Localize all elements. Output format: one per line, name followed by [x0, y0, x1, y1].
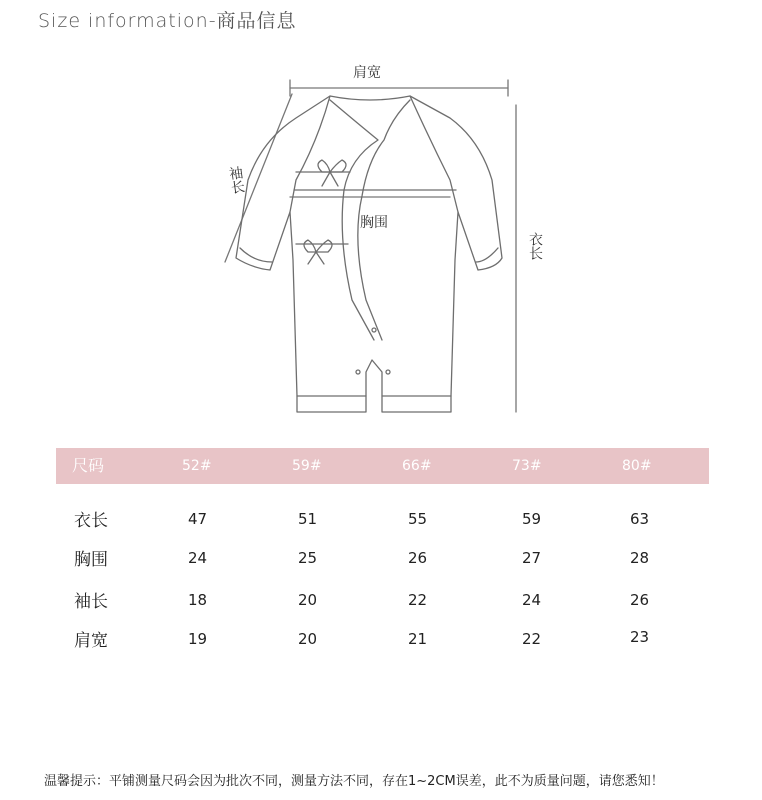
table-row [56, 626, 709, 656]
size-column-header: 66# [402, 458, 432, 474]
table-cell: 24 [522, 591, 542, 609]
table-row [56, 545, 709, 575]
table-cell: 20 [298, 630, 318, 648]
table-cell: 47 [188, 510, 208, 528]
table-cell: 28 [630, 549, 650, 567]
table-cell: 55 [408, 510, 428, 528]
table-cell: 19 [188, 630, 208, 648]
table-cell: 26 [408, 549, 428, 567]
table-cell: 27 [522, 549, 542, 567]
shoulder-width-label: 肩宽 [353, 65, 381, 81]
table-cell: 21 [408, 630, 428, 648]
measurement-note: 温馨提示：平铺测量尺码会因为批次不同，测量方法不同，存在1~2CM误差，此不为质量问题，请您悉知！ [44, 774, 664, 789]
chest-label: 胸围 [360, 215, 388, 231]
table-row [56, 506, 709, 536]
row-label: 肩宽 [74, 631, 108, 651]
table-cell: 22 [408, 591, 428, 609]
size-header-label: 尺码 [72, 456, 105, 475]
row-label: 衣长 [74, 511, 108, 531]
size-column-header: 59# [292, 458, 322, 474]
table-cell: 51 [298, 510, 318, 528]
sleeve-length-label: 袖长 [226, 165, 246, 195]
size-column-header: 73# [512, 458, 542, 474]
table-row [56, 587, 709, 617]
size-table-header [56, 448, 709, 484]
table-cell: 63 [630, 510, 650, 528]
page-title: Size information-商品信息 [38, 10, 297, 32]
table-cell: 25 [298, 549, 318, 567]
table-cell: 26 [630, 591, 650, 609]
size-column-header: 52# [182, 458, 212, 474]
table-cell: 23 [630, 628, 650, 646]
table-cell: 22 [522, 630, 542, 648]
table-cell: 59 [522, 510, 542, 528]
table-cell: 20 [298, 591, 318, 609]
row-label: 袖长 [74, 592, 108, 612]
body-length-label: 衣长 [527, 232, 543, 260]
size-column-header: 80# [622, 458, 652, 474]
row-label: 胸围 [74, 550, 108, 570]
table-cell: 18 [188, 591, 208, 609]
table-cell: 24 [188, 549, 208, 567]
